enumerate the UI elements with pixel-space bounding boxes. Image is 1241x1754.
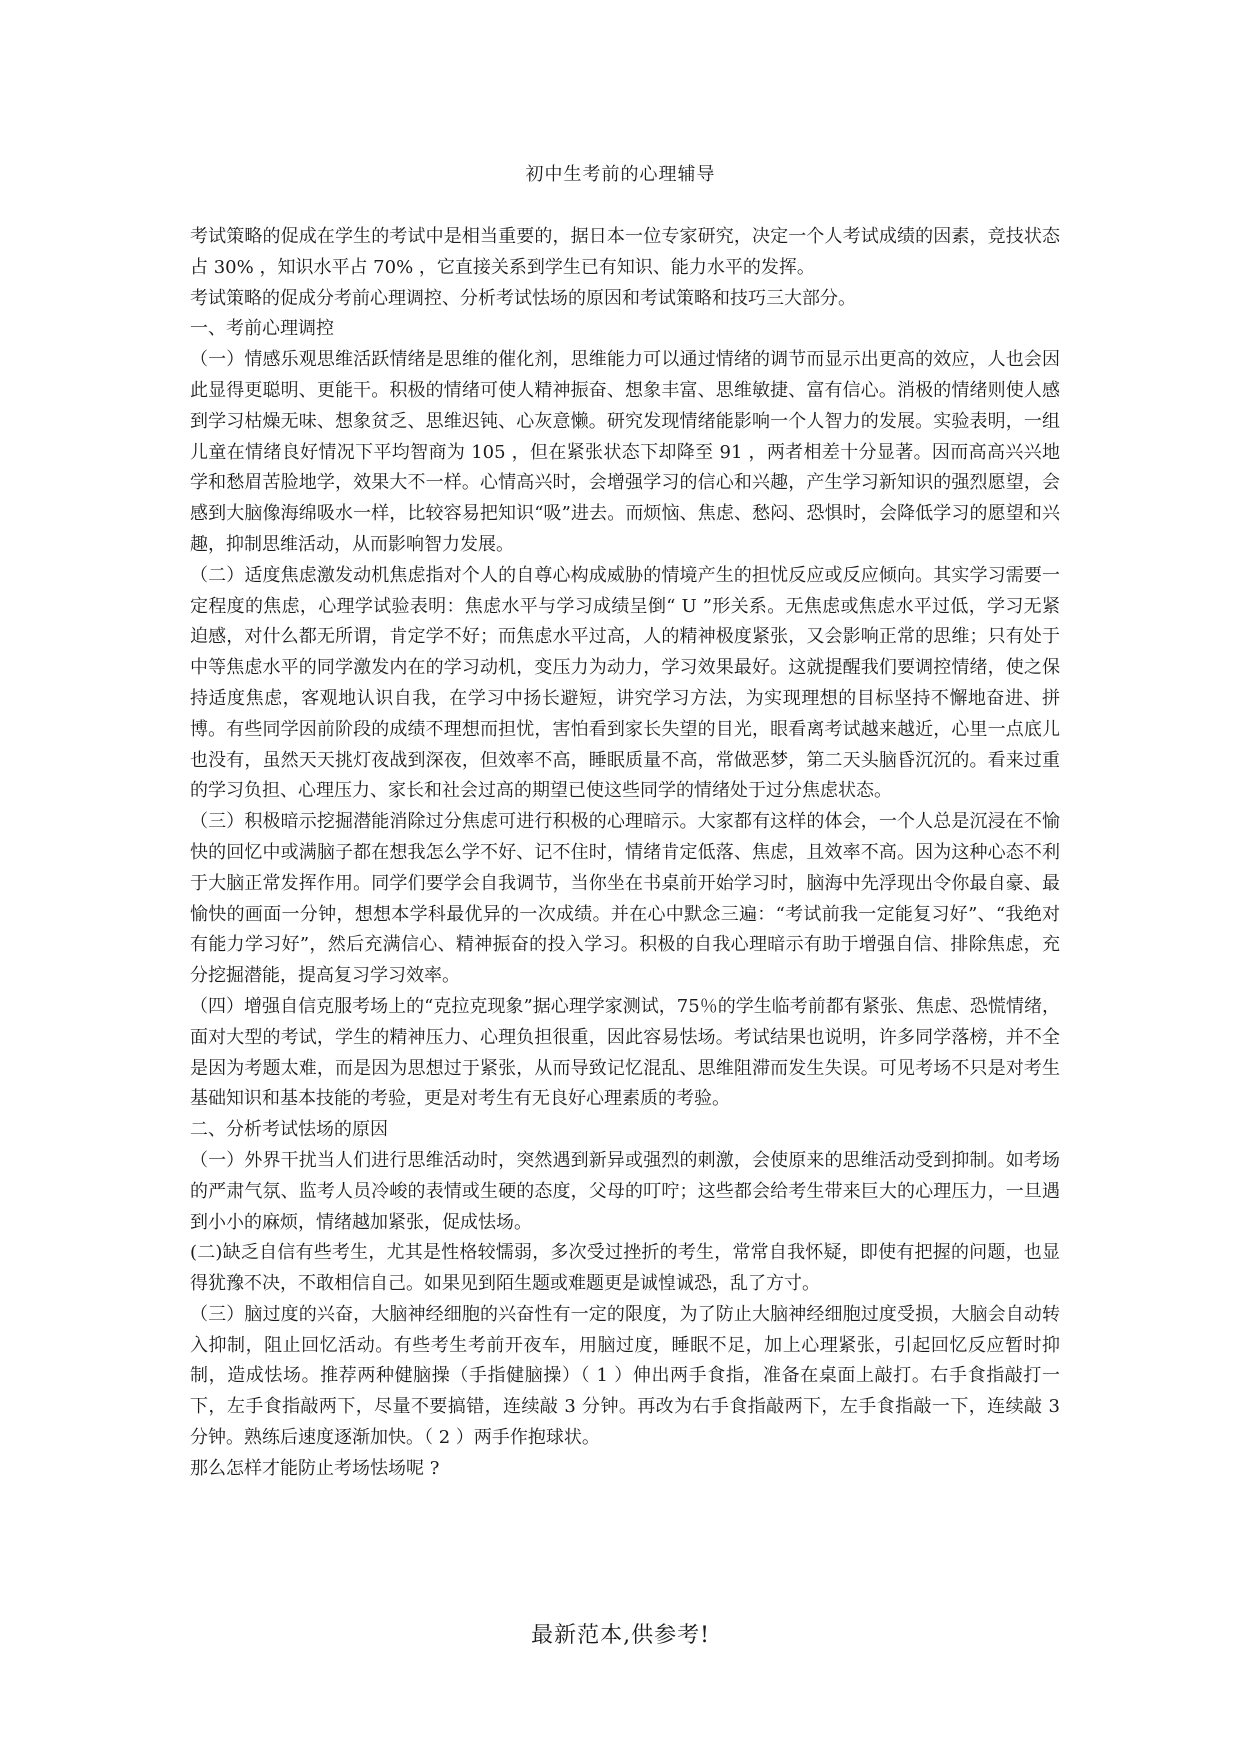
paragraph: （三）积极暗示挖掘潜能消除过分焦虑可进行积极的心理暗示。大家都有这样的体会，一个人总是沉浸在不愉快的回忆中或满脑子都在想我怎么学不好、记不住时，情绪肯定低落、焦虑，且效率不高。因为这种心态不利于大脑正常发挥作用。同学们要学会自我调节，当你坐在书桌前开始学习时，脑海中先浮现出令你最自豪、最愉快的画面一分钟，想想本学科最优异的一次成绩。并在心中默念三遍：“考试前我一定能复习好”、“我绝对有能力学习好”，然后充满信心、精神振奋的投入学习。积极的自我心理暗示有助于增强自信、排除焦虑，充分挖掘潜能，提高复习学习效率。 bbox=[190, 811, 1060, 987]
document-title: 初中生考前的心理辅导 bbox=[525, 164, 716, 185]
paragraph: （一）外界干扰当人们进行思维活动时，突然遇到新异或强烈的刺激，会使原来的思维活动受到抑制。如考场的严肃气氛、监考人员冷峻的表情或生硬的态度，父母的叮咛；这些都会给考生带来巨大的心理压力，一旦遇到小小的麻烦，情绪越加紧张，促成怯场。 bbox=[190, 1149, 1060, 1233]
section-heading: 二、分析考试怯场的原因 bbox=[190, 1119, 388, 1141]
paragraph: （三）脑过度的兴奋，大脑神经细胞的兴奋性有一定的限度，为了防止大脑神经细胞过度受损，大脑会自动转入抑制，阻止回忆活动。有些考生考前开夜车，用脑过度，睡眠不足，加上心理紧张，引起回忆反应暂时抑制，造成怯场。推荐两种健脑操（手指健脑操）（ 1 ）伸出两手食指，准备在桌面上敲打。右手食指敲打一下，左手食指敲两下，尽量不要搞错，连续敲 3 分钟。再改为右手食指敲两下，左手食指敲一下，连续敲 3 分钟。熟练后速度逐渐加快。（ 2 ）两手作抱球状。 bbox=[190, 1303, 1060, 1449]
document-body bbox=[190, 222, 1060, 1485]
paragraph: 考试策略的促成分考前心理调控、分析考试怯场的原因和考试策略和技巧三大部分。 bbox=[190, 287, 856, 309]
paragraph: 那么怎样才能防止考场怯场呢 ? bbox=[190, 1457, 440, 1479]
section-heading: 一、考前心理调控 bbox=[190, 318, 334, 340]
paragraph: 考试策略的促成在学生的考试中是相当重要的，据日本一位专家研究，决定一个人考试成绩的因素，竞技状态占 30% ，知识水平占 70% ，它直接关系到学生已有知识、能力水平的发挥。 bbox=[190, 226, 1060, 278]
paragraph: （一）情感乐观思维活跃情绪是思维的催化剂，思维能力可以通过情绪的调节而显示出更高的效应，人也会因此显得更聪明、更能干。积极的情绪可使人精神振奋、想象丰富、思维敏捷、富有信心。消极的情绪则使人感到学习枯燥无味、想象贫乏、思维迟钝、心灰意懒。研究发现情绪能影响一个人智力的发展。实验表明，一组儿童在情绪良好情况下平均智商为 105 ，但在紧张状态下却降至 91 ，两者相差十分显著。因而高高兴兴地学和愁眉苦脸地学，效果大不一样。心情高兴时，会增强学习的信心和兴趣，产生学习新知识的强烈愿望，会感到大脑像海绵吸水一样，比较容易把知识“吸”进去。而烦恼、焦虑、愁闷、恐惧时，会降低学习的愿望和兴趣，抑制思维活动，从而影响智力发展。 bbox=[190, 349, 1060, 555]
page-footer: 最新范本,供参考! bbox=[531, 1623, 710, 1648]
paragraph: (二)缺乏自信有些考生，尤其是性格较懦弱，多次受过挫折的考生，常常自我怀疑，即使有把握的问题，也显得犹豫不决，不敢相信自己。如果见到陌生题或难题更是诚惶诚恐，乱了方寸。 bbox=[190, 1242, 1060, 1295]
paragraph: （四）增强自信克服考场上的“克拉克现象”据心理学家测试，75％的学生临考前都有紧张、焦虑、恐慌情绪，面对大型的考试，学生的精神压力、心理负担很重，因此容易怯场。考试结果也说明，许多同学落榜，并不全是因为考题太难，而是因为思想过于紧张，从而导致记忆混乱、思维阻滞而发生失误。可见考场不只是对考生基础知识和基本技能的考验，更是对考生有无良好心理素质的考验。 bbox=[190, 995, 1060, 1110]
paragraph: （二）适度焦虑激发动机焦虑指对个人的自尊心构成威胁的情境产生的担忧反应或反应倾向。其实学习需要一定程度的焦虑，心理学试验表明：焦虑水平与学习成绩呈倒“ U ”形关系。无焦虑或焦虑水平过低，学习无紧迫感，对什么都无所谓，肯定学不好；而焦虑水平过高，人的精神极度紧张，又会影响正常的思维；只有处于中等焦虑水平的同学激发内在的学习动机，变压力为动力，学习效果最好。这就提醒我们要调控情绪，使之保持适度焦虑，客观地认识自我，在学习中扬长避短，讲究学习方法，为实现理想的目标坚持不懈地奋进、拼博。有些同学因前阶段的成绩不理想而担忧，害怕看到家长失望的目光，眼看离考试越来越近，心里一点底儿也没有，虽然天天挑灯夜战到深夜，但效率不高，睡眠质量不高，常做恶梦，第二天头脑昏沉沉的。看来过重的学习负担、心理压力、家长和社会过高的期望已使这些同学的情绪处于过分焦虑状态。 bbox=[190, 564, 1060, 802]
